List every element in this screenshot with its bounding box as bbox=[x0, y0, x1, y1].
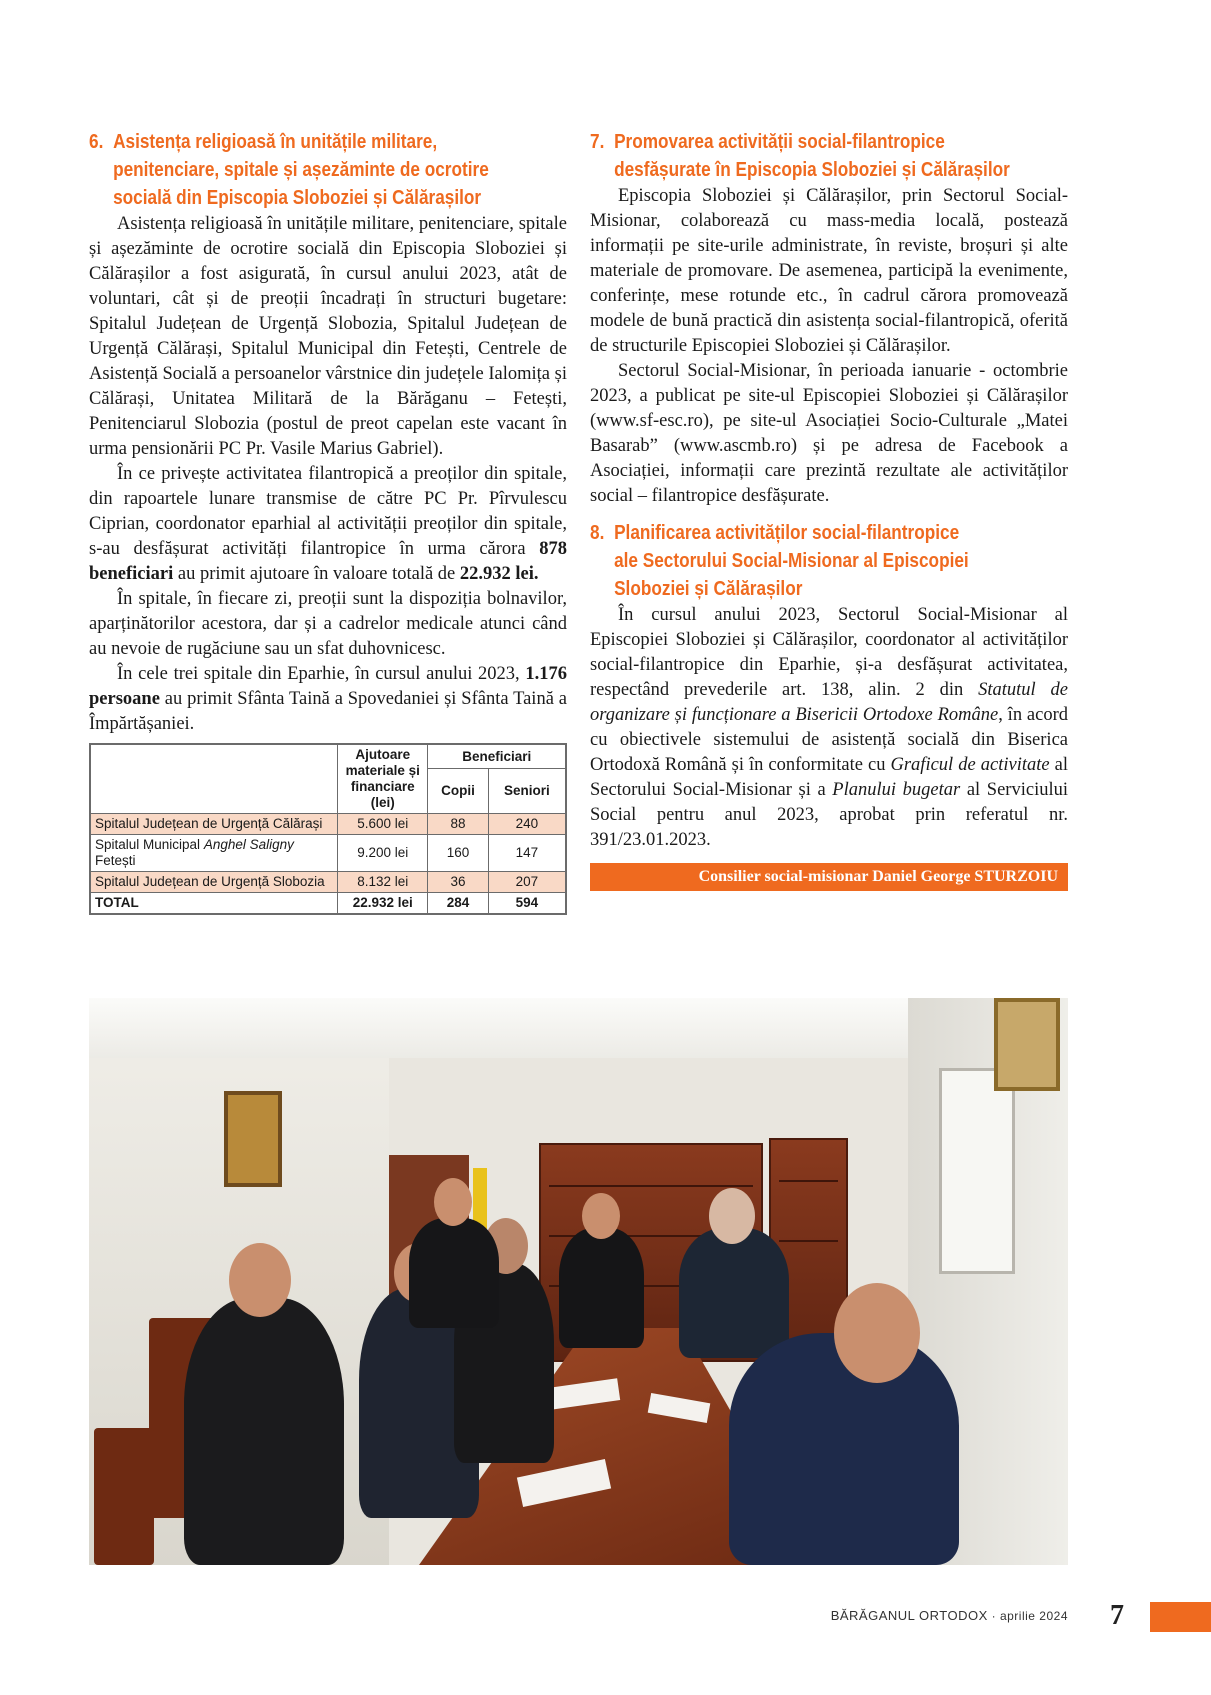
paragraph-planning: În cursul anului 2023, Sectorul Social-Misionar al Episcopiei Sloboziei și Călărașilor, coordonator al activităților social-filantropice din Eparhie, și-a desfășurat activitatea, respectând prevederile art. 138, alin. 2 din Statutul de organizare și funcționare a Bisericii Ortodoxe Române, în acord cu obiectivele sistemului de asistență socială din Biserica Ortodoxă Română și în conformitate cu Graficul de activitate al Sectorului Social-Misionar și a Planului bugetar al Serviciului Social pentru anul 2023, aprobat prin referatul nr. 391/23.01.2023. bbox=[590, 605, 1068, 850]
section-8-number: 8. bbox=[590, 522, 605, 544]
total-amount: 22.932 lei. bbox=[459, 564, 539, 584]
photo-person bbox=[679, 1228, 789, 1358]
section-7-title-line-1: Promovarea activității social-filantropice bbox=[614, 131, 945, 153]
table-header-children: Copii bbox=[428, 769, 488, 814]
paragraph-promotion: Episcopia Sloboziei și Călărașilor, prin Sectorul Social-Misionar, colaborează cu mass-media locală, postează informații pe site-urile administrate, în reviste, broșuri și alte materiale de promovare. De asemenea, participă la evenimente, conferințe, mese rotunde etc., în cadrul cărora promovează modele de bună practică din asistența social-filantropică, oferită de structurile Episcopiei Sloboziei și Călărașilor. bbox=[590, 186, 1068, 356]
footer-accent-bar bbox=[1150, 1602, 1211, 1632]
photo-chair bbox=[94, 1428, 154, 1565]
section-7-title-line-2: desfășurate în Episcopia Sloboziei și Călărașilor bbox=[614, 159, 1010, 181]
section-7-number: 7. bbox=[590, 131, 605, 153]
photo-person bbox=[729, 1333, 959, 1565]
paragraph-sacraments: În cele trei spitale din Eparhie, în cursul anului 2023, 1.176 persoane au primit Sfânta Taină a Spovedaniei și Sfânta Taină a Împărtășaniei. bbox=[89, 664, 567, 734]
right-column bbox=[590, 128, 1068, 891]
photo-religious-icon bbox=[994, 998, 1060, 1091]
table-total-row: TOTAL 22.932 lei 284 594 bbox=[90, 893, 566, 915]
paragraph-religious-assistance: Asistența religioasă în unitățile militare, penitenciare, spitale și așezăminte de ocrotire socială din Episcopia Sloboziei și Călărașilor a fost asigurată, în cursul anului 2023, atât de voluntari, cât și de preoții încadrați în structuri bugetare: Spitalul Județean de Urgență Slobozia, Spitalul Județean de Urgență Călărași, Spitalul Municipal din Fetești, Centrele de Asistență Socială a persoanelor vârstnice din județele Ialomița și Călărași, Unitatea Militară de la Bărăganu – Fetești, Penitenciarul Slobozia (postul de preot capelan este vacant în urma pensionării PC Pr. Vasile Marius Gabriel). bbox=[89, 214, 567, 459]
table-row: Spitalul Județean de Urgență Slobozia 8.132 lei 36 207 bbox=[90, 872, 566, 893]
photo-religious-icon bbox=[224, 1091, 282, 1187]
section-7-heading bbox=[590, 128, 1067, 184]
section-6-title-line-1: Asistența religioasă în unitățile militare, bbox=[113, 131, 438, 153]
section-6-title-line-2: penitenciare, spitale și așezăminte de ocrotire bbox=[113, 159, 489, 181]
photo-person bbox=[184, 1298, 344, 1565]
author-signature: Consilier social-misionar Daniel George STURZOIU bbox=[590, 863, 1068, 891]
photo-person bbox=[409, 1218, 499, 1328]
section-8-title-line-3: Sloboziei și Călărașilor bbox=[614, 578, 803, 600]
section-8-title-line-2: ale Sectorului Social-Misionar al Episcopiei bbox=[614, 550, 969, 572]
photo-person-head bbox=[709, 1188, 755, 1244]
section-6-number: 6. bbox=[89, 131, 104, 153]
photo-person-head bbox=[229, 1243, 291, 1317]
footer-publication: BĂRĂGANUL ORTODOX · aprilie 2024 bbox=[830, 1608, 1068, 1623]
section-6-heading bbox=[89, 128, 566, 212]
table-header-aid: Ajutoare materiale și financiare (lei) bbox=[338, 744, 428, 814]
photo-person bbox=[559, 1228, 644, 1348]
beneficiaries-count: 878 beneficiari bbox=[89, 539, 567, 584]
persons-count: 1.176 persoane bbox=[89, 664, 567, 709]
page-footer bbox=[0, 1602, 1211, 1632]
photo-person-head bbox=[434, 1178, 472, 1226]
section-8-title-line-1: Planificarea activităților social-filantropice bbox=[614, 522, 960, 544]
table-row: Spitalul Județean de Urgență Călărași 5.600 lei 88 240 bbox=[90, 814, 566, 835]
paragraph-publications: Sectorul Social-Misionar, în perioada ianuarie - octombrie 2023, a publicat pe site-ul Episcopiei Sloboziei și Călărașilor (www.sf-esc.ro), pe site-ul Asociației Socio-Culturale „Matei Basarab” (www.ascmb.ro) și pe adresa de Facebook a Asociației, informații care prezintă rezultate ale activităților social – filantropice desfășurate. bbox=[590, 361, 1068, 506]
table-header-seniors: Seniori bbox=[488, 769, 566, 814]
table-row: Spitalul Municipal Anghel Saligny Fetești 9.200 lei 160 147 bbox=[90, 835, 566, 872]
section-8-heading bbox=[590, 519, 1067, 603]
paragraph-priests-availability: În spitale, în fiecare zi, preoții sunt la dispoziția bolnavilor, aparținătorilor acestora, dar și a cadrelor medicale atunci când au nevoie de rugăciune sau un sfat duhovnicesc. bbox=[89, 589, 567, 659]
left-column bbox=[89, 128, 567, 915]
photo-window bbox=[939, 1068, 1015, 1274]
meeting-photo bbox=[89, 998, 1068, 1565]
photo-person-head bbox=[834, 1283, 920, 1383]
page-number: 7 bbox=[1110, 1600, 1124, 1631]
section-6-title-line-3: socială din Episcopia Sloboziei și Călărașilor bbox=[113, 187, 482, 209]
table-corner-empty bbox=[90, 744, 338, 814]
hospital-aid-table bbox=[89, 743, 567, 915]
table-header-beneficiaries: Beneficiari bbox=[428, 744, 566, 769]
photo-person-head bbox=[582, 1193, 620, 1239]
paragraph-philanthropy-hospitals: În ce privește activitatea filantropică a preoților din spitale, din rapoartele lunare transmise de către PC Pr. Pîrvulescu Ciprian, coordonator eparhial al activității preoților din spitale, s-au desfășurat activități filantropice în urma cărora 878 beneficiari au primit ajutoare în valoare totală de 22.932 lei. bbox=[89, 464, 567, 584]
